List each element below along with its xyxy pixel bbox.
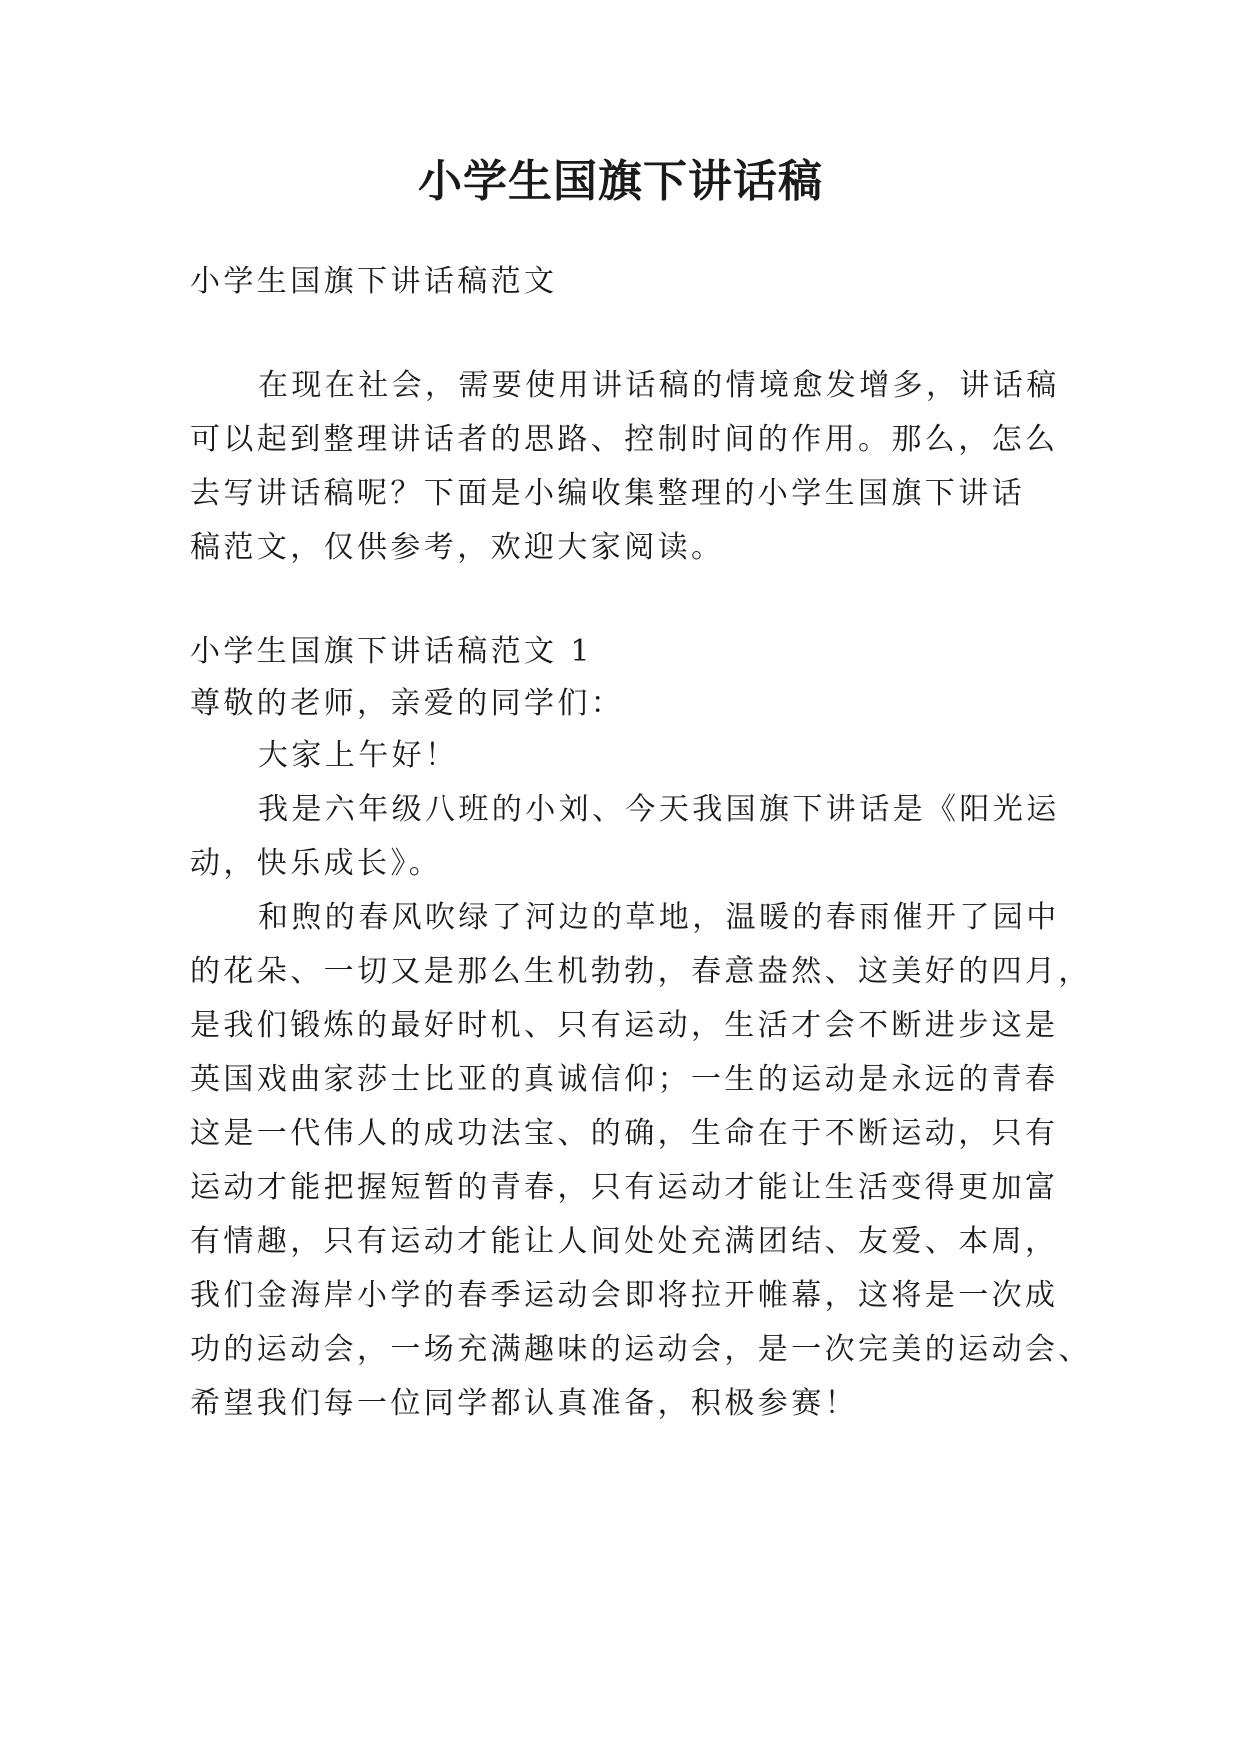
paragraph-line: 我是六年级八班的小刘、今天我国旗下讲话是《阳光运: [258, 792, 1060, 827]
paragraph-line: 运动才能把握短暂的青春，只有运动才能让生活变得更加富: [190, 1170, 1059, 1205]
paragraph-line: 的花朵、一切又是那么生机勃勃，春意盎然、这美好的四月，: [190, 954, 1092, 989]
paragraph-line: 英国戏曲家莎士比亚的真诚信仰；一生的运动是永远的青春: [190, 1062, 1059, 1097]
paragraph-line: 希望我们每一位同学都认真准备，积极参赛！: [190, 1386, 858, 1421]
paragraph-line: 功的运动会，一场充满趣味的运动会，是一次完美的运动会、: [190, 1332, 1092, 1367]
greeting: 大家上午好！: [258, 738, 459, 773]
intro-line: 可以起到整理讲话者的思路、控制时间的作用。那么，怎么: [190, 422, 1059, 457]
paragraph-line: 我们金海岸小学的春季运动会即将拉开帷幕，这将是一次成: [190, 1278, 1059, 1313]
document-subtitle: 小学生国旗下讲话稿范文: [190, 264, 558, 299]
document-title: 小学生国旗下讲话稿: [418, 156, 823, 207]
paragraph-line: 动，快乐成长》。: [190, 846, 443, 881]
intro-line: 去写讲话稿呢？下面是小编收集整理的小学生国旗下讲话: [190, 476, 1025, 511]
paragraph-line: 是我们锻炼的最好时机、只有运动，生活才会不断进步这是: [190, 1008, 1059, 1043]
intro-line: 在现在社会，需要使用讲话稿的情境愈发增多，讲话稿: [258, 368, 1060, 403]
salutation: 尊敬的老师，亲爱的同学们：: [190, 686, 625, 721]
paragraph-line: 和煦的春风吹绿了河边的草地，温暖的春雨催开了园中: [258, 900, 1060, 935]
section-heading: 小学生国旗下讲话稿范文 1: [190, 634, 593, 669]
paragraph-line: 这是一代伟人的成功法宝、的确，生命在于不断运动，只有: [190, 1116, 1059, 1151]
paragraph-line: 有情趣，只有运动才能让人间处处充满团结、友爱、本周，: [190, 1224, 1059, 1259]
intro-line: 稿范文，仅供参考，欢迎大家阅读。: [190, 530, 725, 565]
